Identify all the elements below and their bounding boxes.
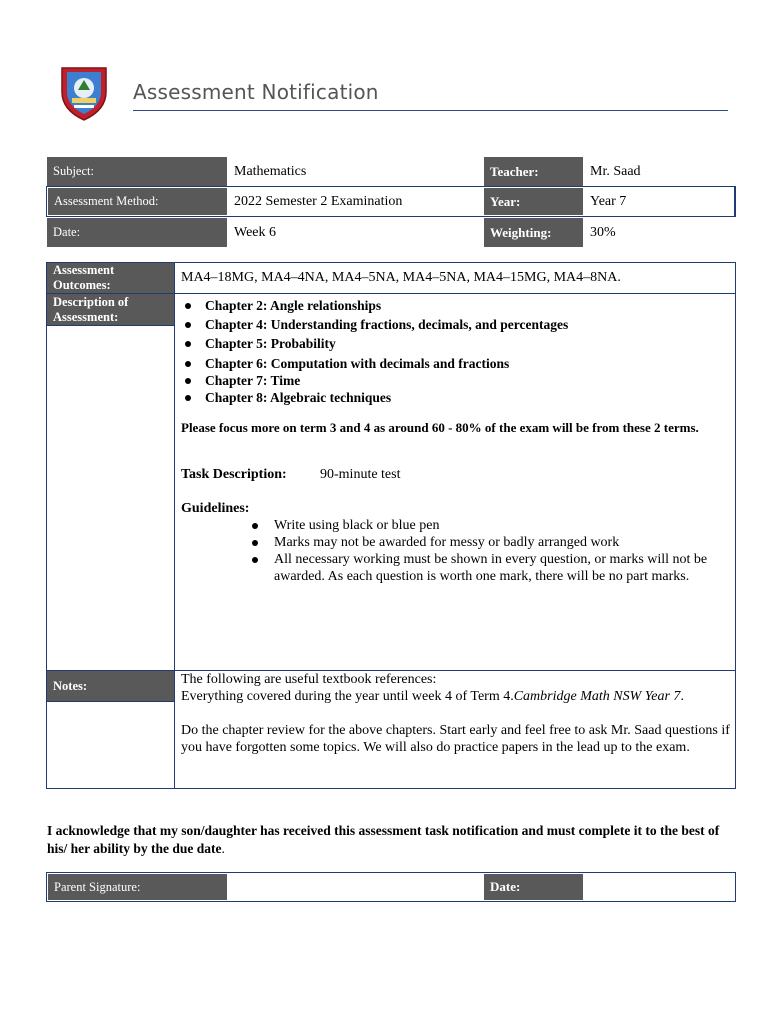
date-label: Date: — [46, 217, 228, 248]
bullet-icon — [185, 378, 191, 384]
bullet-icon — [185, 361, 191, 367]
date-value: Week 6 — [228, 217, 483, 248]
focus-note: Please focus more on term 3 and 4 as around 60 - 80% of the exam will be from these 2 terms. — [181, 420, 699, 435]
bullet-icon — [185, 395, 191, 401]
bullet-icon — [252, 523, 258, 529]
list-item: Chapter 7: Time — [185, 373, 568, 390]
list-item: Chapter 5: Probability — [185, 335, 568, 354]
school-crest-logo — [56, 62, 112, 122]
subject-label: Subject: — [46, 156, 228, 187]
signature-date-field[interactable] — [584, 873, 735, 901]
year-value: Year 7 — [584, 187, 734, 216]
bullet-icon — [185, 303, 191, 309]
list-item: Chapter 2: Angle relationships — [185, 296, 568, 315]
guidelines-list — [252, 517, 722, 585]
year-label: Year: — [483, 187, 584, 216]
signature-date-label: Date: — [483, 873, 584, 901]
list-item: Chapter 4: Understanding fractions, decimals, and percentages — [185, 315, 568, 334]
bullet-icon — [185, 322, 191, 328]
outcomes-label: Assessment Outcomes: — [47, 263, 174, 293]
acknowledgement-text: I acknowledge that my son/daughter has received this assessment task notification and must complete it to the best of his/ her ability by the due date. — [47, 823, 720, 856]
subject-value: Mathematics — [228, 156, 483, 187]
task-description — [181, 467, 401, 483]
guidelines-label: Guidelines: — [181, 501, 250, 516]
notes-label: Notes: — [47, 671, 174, 701]
parent-signature-label: Parent Signature: — [47, 873, 228, 901]
bullet-icon — [185, 341, 191, 347]
textbook-title: Cambridge Math NSW Year 7 — [513, 689, 681, 704]
notes-content — [181, 671, 731, 756]
list-item: Marks may not be awarded for messy or badly arranged work — [252, 534, 722, 551]
list-item: Chapter 6: Computation with decimals and fractions — [185, 354, 568, 373]
list-item: All necessary working must be shown in every question, or marks will not be awarded. As each question is worth one mark, there will be no part marks. — [252, 551, 722, 585]
notes-line: The following are useful textbook references: — [181, 672, 437, 687]
description-label: Description of Assessment: — [47, 294, 174, 325]
weighting-value: 30% — [584, 217, 734, 248]
notes-line: Do the chapter review for the above chapters. Start early and feel free to ask Mr. Saad questions if you have forgotten some topics. We will also do practice papers in the lead up to the exam. — [181, 723, 730, 755]
task-value: 90-minute test — [320, 467, 401, 482]
label-divider — [46, 701, 174, 702]
teacher-label: Teacher: — [483, 156, 584, 187]
list-item: Chapter 8: Algebraic techniques — [185, 390, 568, 407]
method-label: Assessment Method: — [47, 187, 228, 216]
chapter-list — [185, 296, 568, 406]
list-item: Write using black or blue pen — [252, 517, 722, 534]
label-divider — [46, 325, 174, 326]
bullet-icon — [252, 557, 258, 563]
notes-line: Everything covered during the year until week 4 of Term 4.Cambridge Math NSW Year 7. — [181, 689, 684, 704]
teacher-value: Mr. Saad — [584, 156, 734, 187]
page-title: Assessment Notification — [133, 80, 379, 104]
parent-signature-field[interactable] — [228, 873, 483, 901]
table-column-divider — [174, 262, 175, 789]
weighting-label: Weighting: — [483, 217, 584, 248]
method-value: 2022 Semester 2 Examination — [228, 187, 483, 216]
title-divider — [133, 110, 728, 111]
bullet-icon — [252, 540, 258, 546]
task-label: Task Description: — [181, 467, 287, 482]
outcomes-value: MA4–18MG, MA4–4NA, MA4–5NA, MA4–5NA, MA4–15MG, MA4–8NA. — [181, 270, 621, 285]
